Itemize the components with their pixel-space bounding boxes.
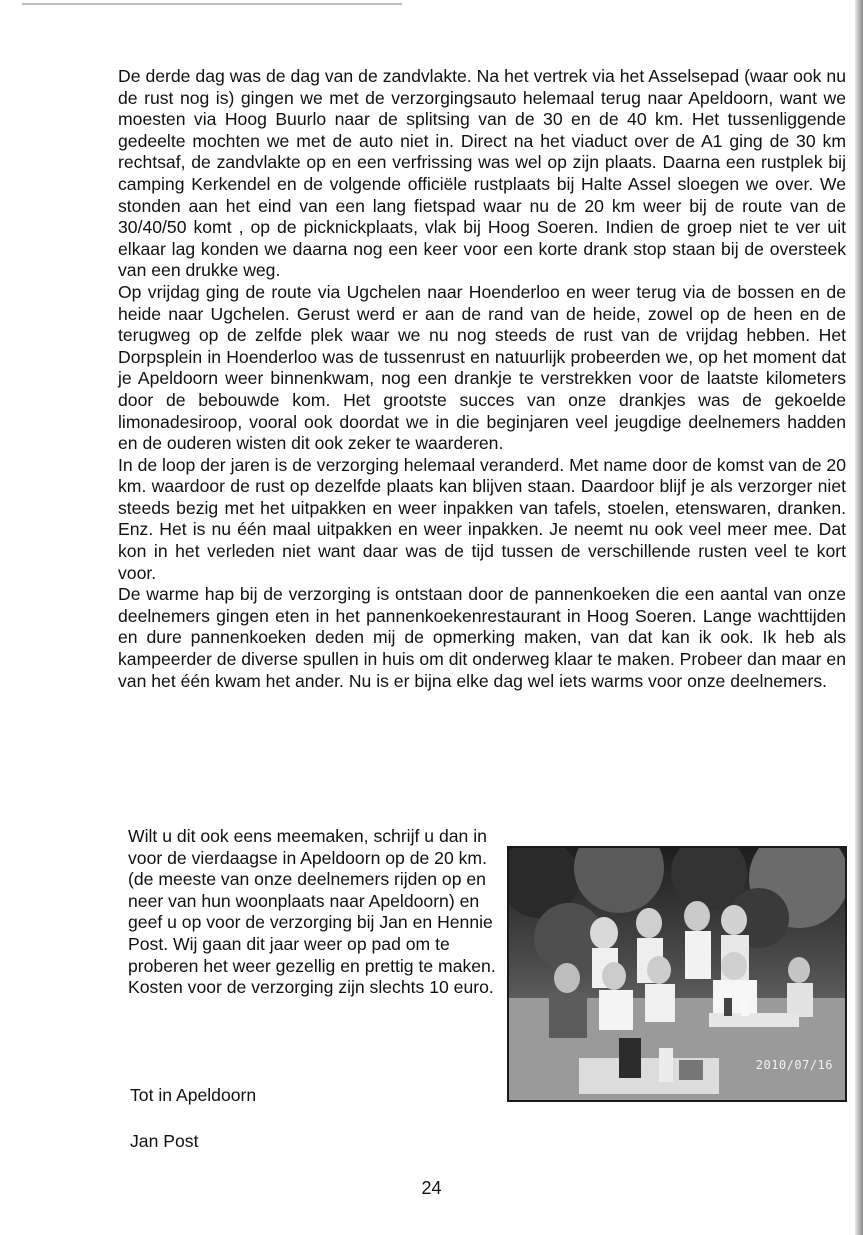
- closing-line: Tot in Apeldoorn: [130, 1085, 257, 1105]
- paragraph-warme-hap: De warme hap bij de verzorging is ontstaan door de pannenkoeken die een aantal van onze deelnemers gingen eten in het pannenkoekenrestaurant in Hoog Soeren. Lange wachttijden en dure pannenkoeken deden mij de opmerking maken, van dat kan ik ook. Ik heb als kampeerder de diverse spullen in huis om dit onderweg klaar te maken. Probeer dan maar en van het één kwam het ander. Nu is er bijna elke dag wel iets warms voor onze deelnemers.: [118, 584, 846, 691]
- paragraph-invitation: Wilt u dit ook eens meemaken, schrijf u dan in voor de vierdaagse in Apeldoorn op de 20 km. (de meeste van onze deelnemers rijden op en neer van hun woonplaats naar Apeldoorn) en geef u op voor de verzorging bij Jan en Hennie Post. Wij gaan dit jaar weer op pad om te proberen het weer gezellig en prettig te maken. Kosten voor de verzorging zijn slechts 10 euro.: [128, 826, 496, 998]
- invitation-block: [128, 826, 500, 999]
- signature: Jan Post: [130, 1131, 199, 1151]
- page-edge-shadow: [855, 0, 863, 1235]
- paragraph-vrijdag: Op vrijdag ging de route via Ugchelen naar Hoenderloo en weer terug via de bossen en de heide naar Ugchelen. Gerust werd er aan de rand van de heide, zowel op de heen en de terugweg op de zelfde plek waar we nu nog steeds de rust van de vrijdag hebben. Het Dorpsplein in Hoenderloo was de tussenrust en natuurlijk probeerden we, op het moment dat je Apeldoorn weer binnenkwam, nog een drankje te verstrekken voor de laatste kilometers door de bebouwde kom. Het grootste succes van onze drankjes was de gekoelde limonadesiroop, vooral ook doordat we in die beginjaren veel jeugdige deelnemers hadden en de ouderen wisten dit ook zeker te waarderen.: [118, 281, 846, 454]
- article-body: [118, 66, 846, 692]
- photo-date-stamp: 2010/07/16: [755, 1058, 833, 1072]
- paragraph-verzorging: In de loop der jaren is de verzorging helemaal veranderd. Met name door de komst van de 20 km. waardoor de rust op dezelfde plaats kan blijven staan. Daardoor blijf je als verzorger niet steeds bezig met het uitpakken en weer inpakken van tafels, stoelen, etenswaren, dranken. Enz. Het is nu één maal uitpakken en weer inpakken. Je neemt nu ook veel meer mee. Dat kon in het verleden niet want daar was de tijd tussen de verschillende rusten veel te kort voor.: [118, 454, 846, 583]
- page-number: 24: [421, 1178, 442, 1198]
- top-rule: [22, 3, 402, 5]
- group-photo: [507, 846, 847, 1102]
- paragraph-zandvlakte: De derde dag was de dag van de zandvlakte. Na het vertrek via het Asselsepad (waar ook nu de rust nog is) gingen we met de verzorgingsauto helemaal terug naar Apeldoorn, want we moesten via Hoog Buurlo naar de splitsing van de 30 en de 40 km. Het tussenliggende gedeelte mochten we met de auto niet in. Direct na het viaduct over de A1 ging de 30 km rechtsaf, de zandvlakte op en een verfrissing was wel op zijn plaats. Daarna een rustplek bij camping Kerkendel en de volgende officiële rustplaats bij Halte Assel sloegen we over. We stonden aan het eind van een lang fietspad waar nu de 20 km weer bij de route van de 30/40/50 komt , op de picknickplaats, vlak bij Hoog Soeren. Indien de groep niet te ver uit elkaar lag konden we daarna nog een keer voor een korte drank stop staan bij de oversteek van een drukke weg.: [118, 66, 846, 281]
